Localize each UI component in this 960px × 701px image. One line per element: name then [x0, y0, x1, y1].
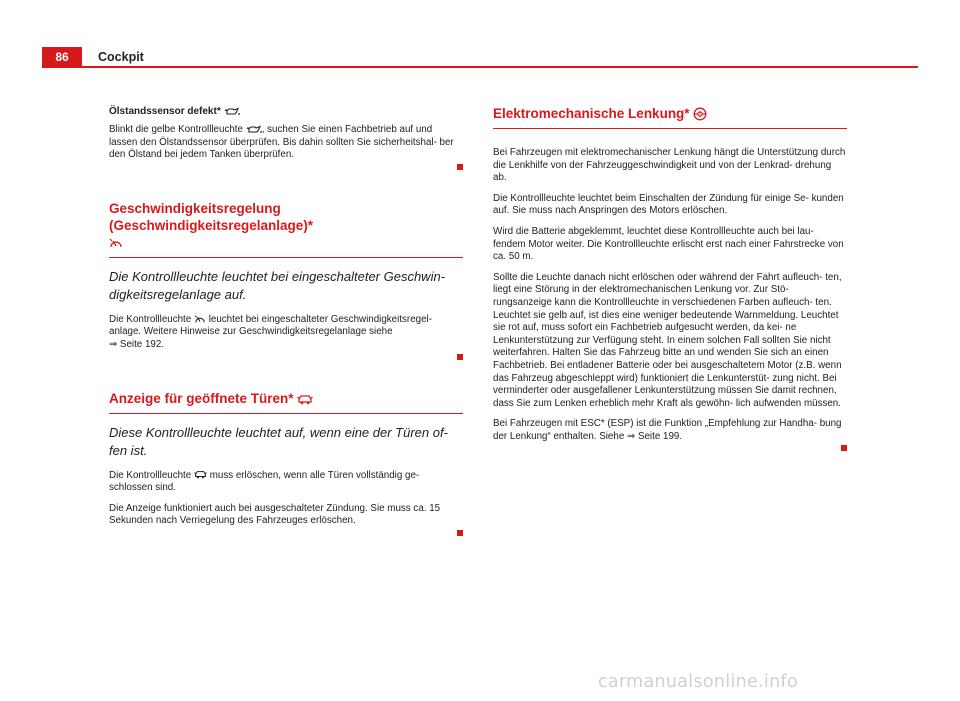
steering-p5: [493, 418, 847, 443]
doors-text-a: Die Kontrollleuchte: [109, 469, 192, 481]
doors-text-c: Die Anzeige funktioniert auch bei ausgeschalteter Zündung. Sie muss ca. 15 Sekunden nach Verriegelung des Fahrzeuges erlöschen.: [109, 502, 441, 527]
cruise-heading-text: Geschwindigkeitsregelung (Geschwindigkeitsregelanlage)*: [109, 200, 314, 233]
steering-heading-text: Elektromechanische Lenkung*: [493, 106, 690, 121]
cruise-text-b: leuchtet bei eingeschalteter Geschwindigkeitsregel- anlage. Weitere Hinweise zur Geschwindigkeitsregelanlage siehe: [109, 313, 432, 338]
doors-text: [109, 470, 463, 495]
section-end-marker: [493, 445, 847, 453]
speedometer-icon: [194, 314, 206, 324]
steering-wheel-icon: [693, 107, 707, 121]
steering-p1: Bei Fahrzeugen mit elektromechanischer Lenkung hängt die Unterstützung durch die Lenkhilfe von der Fahrzeuggeschwindigkeit und von der Lenkrad- drehung ab.: [493, 147, 846, 184]
steering-p2: Die Kontrollleuchte leuchtet beim Einschalten der Zündung für einige Se- kunden auf. Sie muss nach Anspringen des Motors erlöschen.: [493, 192, 844, 217]
cruise-text: [109, 314, 463, 352]
steering-p4: Sollte die Leuchte danach nicht erlöschen oder während der Fahrt aufleuch- ten, liegt eine Störung in der elektromechanischen Lenkung vor. Zur Stö- rungsanzeige kann die Kontrollleuchte in verschiedenen Farben aufleuch- ten. Leuchtet sie gelb auf, ist dies eine weniger bedeutende Warnmeldung. Leuchtet sie rot auf, muss sofort ein Fachbetrieb aufgesucht werden, da kei- ne Lenkunterstützung zur Verfügung steht. In einem solchen Fall sollten Sie nicht weiterfahren. Halten Sie das Fahrzeug bitte an und wenden Sie sich an einen Fachbetrieb. Bei entladener Batterie oder bei ausgeschaltetem Motor (z.B. wenn das Fahrzeug abgeschleppt wird) funktioniert die Lenkunterstüt- zung nicht. Bei verminderter oder ausgefallener Lenkunterstützung müssen Sie damit rechnen, dass Sie zum Lenken erheblich mehr Kraft als gewöhn- lich aufwenden müssen.: [493, 271, 842, 409]
cruise-text-a: Die Kontrollleuchte: [109, 313, 192, 325]
oil-sensor-text-a: Blinkt die gelbe Kontrollleuchte: [109, 124, 243, 135]
steering-heading: [493, 105, 847, 129]
oil-can-icon: [224, 107, 240, 116]
section-end-marker: [109, 164, 463, 172]
chapter-title: Cockpit: [98, 50, 144, 64]
car-doors-icon: [194, 470, 207, 479]
oil-sensor-text: [109, 124, 463, 162]
oil-sensor-heading: [109, 105, 463, 118]
speedometer-icon: [109, 237, 123, 249]
doors-text-b: muss erlöschen, wenn alle Türen vollständig ge- schlossen sind.: [109, 469, 420, 494]
right-column: [493, 105, 847, 453]
doors-heading-text: Anzeige für geöffnete Türen*: [109, 390, 294, 406]
page-number: 86: [42, 47, 82, 67]
doors-intro: Diese Kontrollleuchte leuchtet auf, wenn eine der Türen of- fen ist.: [109, 424, 448, 458]
steering-page-link[interactable]: ⇒ Seite 199.: [627, 430, 683, 442]
doors-heading: [109, 390, 463, 414]
watermark: carmanualsonline.info: [598, 672, 798, 692]
car-doors-icon: [297, 394, 313, 405]
oil-sensor-heading-text: Ölstandssensor defekt*: [109, 106, 221, 117]
section-end-marker: [109, 530, 463, 538]
oil-sensor-text-b: , suchen Sie einen Fachbetrieb auf und lassen den Ölstandssensor überprüfen. Bis dahin sollten Sie sicherheitshal- ber den Ölstand bei jedem Tanken überprüfen.: [109, 124, 454, 161]
left-column: [109, 105, 463, 538]
svg-text:!: !: [699, 112, 702, 119]
cruise-heading: [109, 200, 463, 258]
header-rule: [42, 66, 918, 68]
steering-p3: Wird die Batterie abgeklemmt, leuchtet diese Kontrollleuchte auch bei lau- fendem Motor weiter. Die Kontrollleuchte erlischt erst nach einer Fahrstrecke von ca. 50 m.: [493, 225, 844, 263]
steering-p5-text: Bei Fahrzeugen mit ESC* (ESP) ist die Funktion „Empfehlung zur Handha- bung der Lenkung“ enthalten. Siehe: [493, 418, 842, 442]
cruise-intro: Die Kontrollleuchte leuchtet bei eingeschalteter Geschwin- digkeitsregelanlage auf.: [109, 268, 446, 302]
oil-can-icon: [246, 125, 262, 134]
cruise-page-link[interactable]: ⇒ Seite 192.: [109, 338, 165, 350]
section-end-marker: [109, 354, 463, 362]
